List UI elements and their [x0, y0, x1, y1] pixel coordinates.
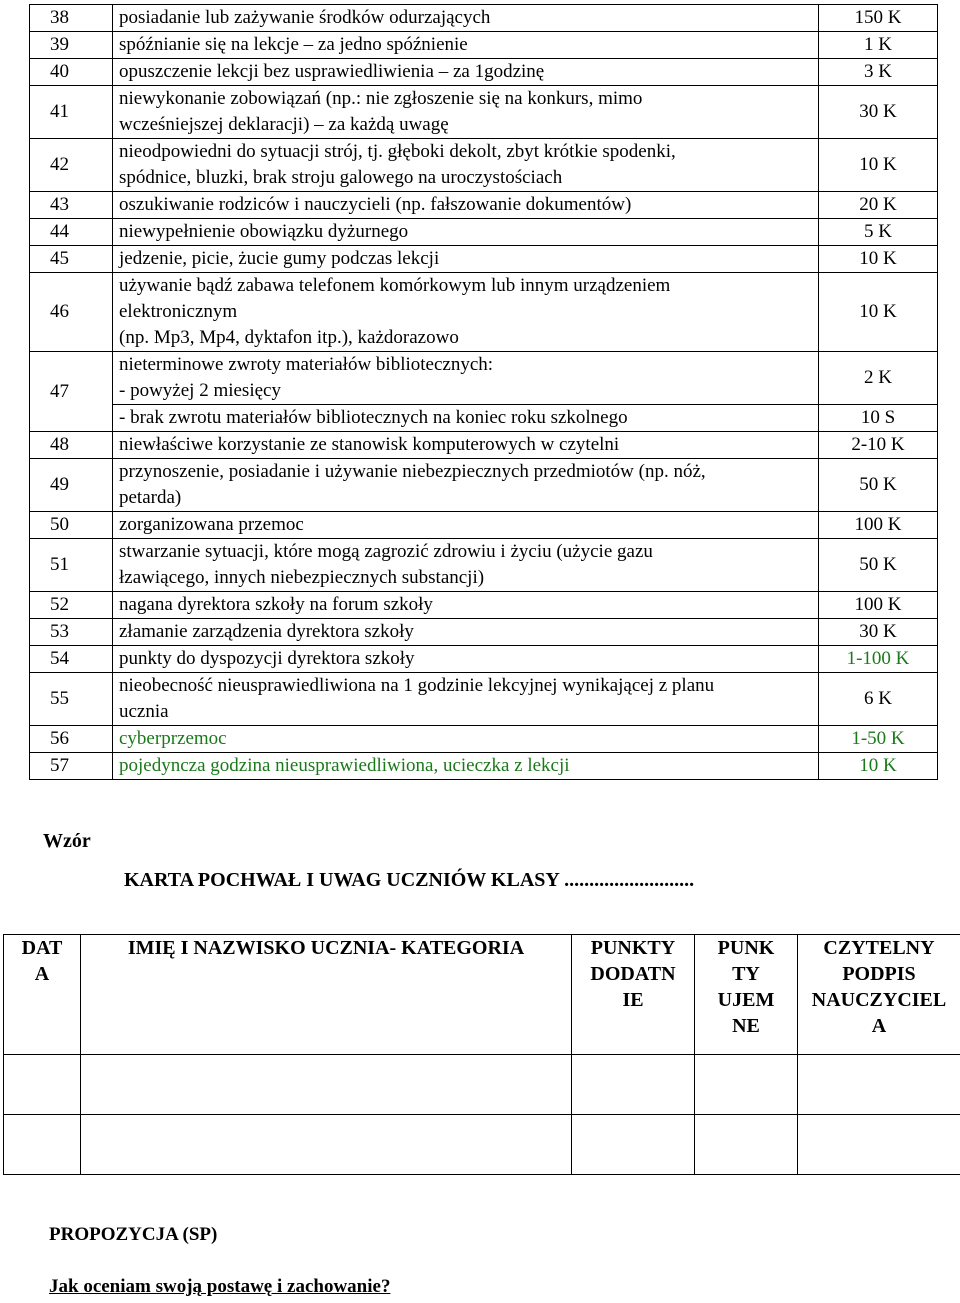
rule-text-line: zorganizowana przemoc: [119, 514, 304, 535]
rule-row: [30, 619, 938, 646]
rule-text-line: wcześniejszej deklaracji) – za każdą uwagę: [119, 114, 449, 135]
rule-description: [113, 246, 819, 273]
rule-description: [113, 726, 819, 753]
card-column-header: [798, 935, 960, 1055]
rule-text-line: elektronicznym: [119, 301, 238, 322]
rule-row: [30, 273, 938, 352]
rule-description: [113, 352, 819, 405]
rule-description: [113, 673, 819, 726]
rule-points: 30 K: [819, 86, 938, 139]
rule-description: [113, 512, 819, 539]
card-entry-cell[interactable]: [81, 1115, 572, 1175]
rule-description: [113, 86, 819, 139]
rule-number: 56: [30, 726, 113, 753]
rule-number: 55: [30, 673, 113, 726]
rule-row: [30, 352, 938, 405]
card-entry-cell[interactable]: [695, 1055, 798, 1115]
rule-row: [30, 86, 938, 139]
card-entry-cell[interactable]: [4, 1055, 81, 1115]
rule-number: 39: [30, 32, 113, 59]
rule-points: 150 K: [819, 5, 938, 32]
header-text-line: PUNKTY: [590, 937, 676, 959]
rule-text-line: niewłaściwe korzystanie ze stanowisk komputerowych w czytelni: [119, 434, 620, 455]
card-entry-cell[interactable]: [798, 1115, 960, 1175]
rule-points: 10 S: [819, 405, 938, 432]
rule-points: 50 K: [819, 539, 938, 592]
rule-points: 6 K: [819, 673, 938, 726]
rule-points: 30 K: [819, 619, 938, 646]
rule-text-line: łzawiącego, innych niebezpiecznych substancji): [119, 567, 485, 588]
rule-row: [30, 32, 938, 59]
card-column-header: [4, 935, 81, 1055]
rule-text-line: spódnice, bluzki, brak stroju galowego na uroczystościach: [119, 167, 563, 188]
card-entry-row: [4, 1115, 960, 1175]
card-entry-cell[interactable]: [572, 1115, 695, 1175]
rule-row: [30, 192, 938, 219]
rule-description: [113, 539, 819, 592]
rule-text-line: nieterminowe zwroty materiałów bibliotecznych:: [119, 354, 494, 375]
rule-row: [30, 219, 938, 246]
rule-description: [113, 5, 819, 32]
rule-description: [113, 646, 819, 673]
header-text-line: UJEM: [717, 989, 775, 1011]
rule-description: [113, 59, 819, 86]
rule-text-line: nagana dyrektora szkoły na forum szkoły: [119, 594, 433, 615]
rule-row: [30, 512, 938, 539]
header-text-line: IE: [622, 989, 644, 1011]
rule-points: 50 K: [819, 459, 938, 512]
rule-number: 49: [30, 459, 113, 512]
rule-points: 100 K: [819, 512, 938, 539]
card-column-header: [695, 935, 798, 1055]
rule-description: [113, 32, 819, 59]
header-text-line: CZYTELNY: [823, 937, 935, 959]
rule-text-line: cyberprzemoc: [119, 728, 227, 749]
rule-row: [30, 459, 938, 512]
rule-text-line: niewykonanie zobowiązań (np.: nie zgłoszenie się na konkurs, mimo: [119, 88, 643, 109]
template-label: Wzór: [43, 830, 91, 852]
rule-text-line: nieobecność nieusprawiedliwiona na 1 godzinie lekcyjnej wynikającej z planu: [119, 675, 715, 696]
rule-number: 53: [30, 619, 113, 646]
rule-text-line: niewypełnienie obowiązku dyżurnego: [119, 221, 409, 242]
header-text-line: A: [34, 963, 50, 985]
rule-description: [113, 139, 819, 192]
rule-number: 47: [30, 352, 113, 432]
header-text-line: DODATN: [590, 963, 676, 985]
card-entry-cell[interactable]: [798, 1055, 960, 1115]
rule-text-line: przynoszenie, posiadanie i używanie niebezpiecznych przedmiotów (np. nóż,: [119, 461, 706, 482]
rule-points: 5 K: [819, 219, 938, 246]
header-text-line: NE: [732, 1015, 760, 1037]
rule-text-line: ucznia: [119, 701, 169, 722]
card-entry-cell[interactable]: [572, 1055, 695, 1115]
card-column-header: [572, 935, 695, 1055]
rule-text-line: złamanie zarządzenia dyrektora szkoły: [119, 621, 414, 642]
header-text-line: PODPIS: [842, 963, 916, 985]
penalty-table: [29, 4, 938, 780]
rule-text-line: spóźnianie się na lekcje – za jedno spóźnienie: [119, 34, 468, 55]
rule-number: 41: [30, 86, 113, 139]
rule-text-line: jedzenie, picie, żucie gumy podczas lekcji: [119, 248, 440, 269]
rule-row: [30, 592, 938, 619]
rule-text-line: (np. Mp3, Mp4, dyktafon itp.), każdorazowo: [119, 327, 459, 348]
rule-description: [113, 219, 819, 246]
rule-row: [30, 673, 938, 726]
rule-row: [30, 59, 938, 86]
rule-points: 3 K: [819, 59, 938, 86]
rule-number: 57: [30, 753, 113, 780]
rule-points: 10 K: [819, 139, 938, 192]
rule-row: [30, 726, 938, 753]
rule-number: 40: [30, 59, 113, 86]
rule-points: 10 K: [819, 273, 938, 352]
rule-text-line: oszukiwanie rodziców i nauczycieli (np. fałszowanie dokumentów): [119, 194, 632, 215]
card-entry-cell[interactable]: [81, 1055, 572, 1115]
rule-text-line: - powyżej 2 miesięcy: [119, 380, 281, 401]
rule-points: 100 K: [819, 592, 938, 619]
card-entry-row: [4, 1055, 960, 1115]
rule-row: [30, 405, 938, 432]
rule-number: 38: [30, 5, 113, 32]
rule-points: 10 K: [819, 246, 938, 273]
rule-row: [30, 432, 938, 459]
self-assessment-question: Jak oceniam swoją postawę i zachowanie?: [49, 1276, 391, 1297]
rule-number: 45: [30, 246, 113, 273]
rule-text-line: petarda): [119, 487, 182, 508]
header-text-line: PUNK: [717, 937, 775, 959]
rule-number: 44: [30, 219, 113, 246]
rule-points: 10 K: [819, 753, 938, 780]
rule-row: [30, 753, 938, 780]
proposal-heading: PROPOZYCJA (SP): [49, 1224, 218, 1245]
rule-row: [30, 5, 938, 32]
rule-description: [113, 459, 819, 512]
rule-points: 1-100 K: [819, 646, 938, 673]
card-entry-cell[interactable]: [4, 1115, 81, 1175]
rule-points: 1-50 K: [819, 726, 938, 753]
rule-number: 43: [30, 192, 113, 219]
rule-row: [30, 539, 938, 592]
rule-points: 20 K: [819, 192, 938, 219]
rule-text-line: stwarzanie sytuacji, które mogą zagrozić zdrowiu i życiu (użycie gazu: [119, 541, 653, 562]
rule-row: [30, 139, 938, 192]
rule-text-line: pojedyncza godzina nieusprawiedliwiona, ucieczka z lekcji: [119, 755, 570, 776]
rule-text-line: posiadanie lub zażywanie środków odurzających: [119, 7, 491, 28]
rule-number: 48: [30, 432, 113, 459]
rule-description: [113, 273, 819, 352]
rule-text-line: opuszczenie lekcji bez usprawiedliwienia – za 1godzinę: [119, 61, 545, 82]
rule-number: 50: [30, 512, 113, 539]
card-column-header: [81, 935, 572, 1055]
rule-description: [113, 432, 819, 459]
rule-row: [30, 246, 938, 273]
rule-description: - brak zwrotu materiałów bibliotecznych na koniec roku szkolnego: [113, 405, 819, 432]
rule-row: [30, 646, 938, 673]
rule-description: [113, 619, 819, 646]
rule-points: 2-10 K: [819, 432, 938, 459]
header-text-line: DAT: [21, 937, 63, 959]
rule-text-line: nieodpowiedni do sytuacji strój, tj. głęboki dekolt, zbyt krótkie spodenki,: [119, 141, 676, 162]
rule-number: 54: [30, 646, 113, 673]
rule-description: [113, 192, 819, 219]
rule-description: [113, 592, 819, 619]
rule-description: [113, 753, 819, 780]
header-text-line: TY: [732, 963, 760, 985]
rule-text-line: punkty do dyspozycji dyrektora szkoły: [119, 648, 415, 669]
card-title: KARTA POCHWAŁ I UWAG UCZNIÓW KLASY ..........................: [124, 869, 695, 891]
rule-number: 46: [30, 273, 113, 352]
rule-number: 52: [30, 592, 113, 619]
header-text-line: NAUCZYCIEL: [811, 989, 947, 1011]
rule-text-line: używanie bądź zabawa telefonem komórkowym lub innym urządzeniem: [119, 275, 671, 296]
rule-number: 51: [30, 539, 113, 592]
rule-number: 42: [30, 139, 113, 192]
rule-points: 2 K: [819, 352, 938, 405]
rule-points: 1 K: [819, 32, 938, 59]
card-entry-cell[interactable]: [695, 1115, 798, 1175]
merit-card-table: [3, 934, 960, 1175]
header-text-line: IMIĘ I NAZWISKO UCZNIA- KATEGORIA: [127, 937, 525, 959]
header-text-line: A: [871, 1015, 887, 1037]
